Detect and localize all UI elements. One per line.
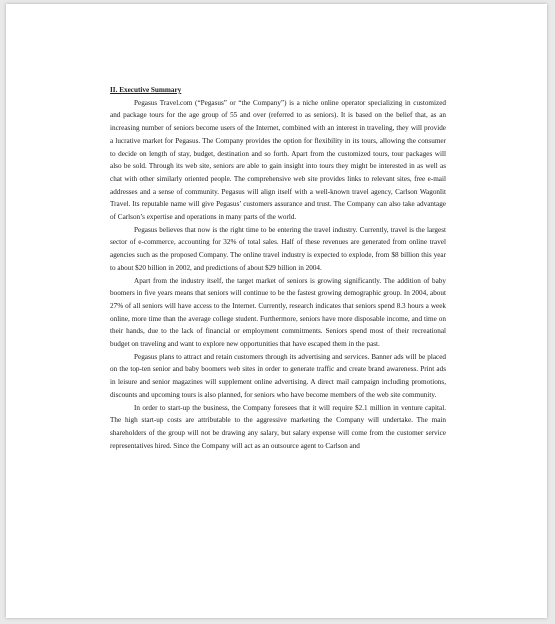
paragraph-company-overview: Pegasus Travel.com (“Pegasus” or “the Company”) is a niche online operator specializing in customized and package tours for the age group of 55 and over (referred to as seniors). It is based on the belief that, as an increasing number of seniors become users of the Internet, combined with an interest in traveling, they will provide a lucrative market for Pegasus. The Company provides the option for flexibility in its tours, allowing the consumer to decide on length of stay, budget, destination and so forth. Apart from the customized tours, tour packages will also be sold. Through its web site, seniors are able to gain insight into tours they might be interested in as well as chat with other similarly oriented people. The comprehensive web site provides links to relevant sites, free e-mail addresses and a sense of community. Pegasus will align itself with a well-known travel agency, Carlson Wagonlit Travel. Its reputable name will give Pegasus’ customers assurance and trust. The Company can also take advantage of Carlson’s expertise and operations in many parts of the world. <box>110 98 446 222</box>
paragraph-industry-timing: Pegasus believes that now is the right time to be entering the travel industry. Currently, travel is the largest sector of e-commerce, accounting for 32% of total sales. Half of these revenues are generated from online travel agencies such as the proposed Company. The online travel industry is expected to explode, from $8 billion this year to about $20 billion in 2002, and predictions of about $29 billion in 2004. <box>110 225 446 272</box>
paragraph-target-market: Apart from the industry itself, the target market of seniors is growing significantly. The addition of baby boomers in five years means that seniors will continue to be the fastest growing demographic group. In 2004, about 27% of all seniors will have access to the Internet. Currently, research indicates that seniors spend 8.3 hours a week online, more time than the average college student. Furthermore, seniors have more disposable income, and time on their hands, due to the lack of financial or employment commitments. Seniors spend most of their recreational budget on traveling and want to explore new opportunities that have escaped them in the past. <box>110 276 446 349</box>
paragraph-startup-capital: In order to start-up the business, the Company foresees that it will require $2.1 million in venture capital. The high start-up costs are attributable to the aggressive marketing the Company will undertake. The main shareholders of the group will not be drawing any salary, but salary expense will come from the customer service representatives hired. Since the Company will act as an outsource agent to Carlson and <box>110 403 446 450</box>
document-body <box>110 84 446 452</box>
section-heading: II. Executive Summary <box>110 86 182 94</box>
paragraph-marketing-plan: Pegasus plans to attract and retain customers through its advertising and services. Banner ads will be placed on the top-ten senior and baby boomers web sites in order to generate traffic and create brand awareness. Print ads in leisure and senior magazines will supplement online advertising. A direct mail campaign including promotions, discounts and upcoming tours is also planned, for seniors who have become members of the web site community. <box>110 352 446 399</box>
document-page <box>6 4 547 618</box>
